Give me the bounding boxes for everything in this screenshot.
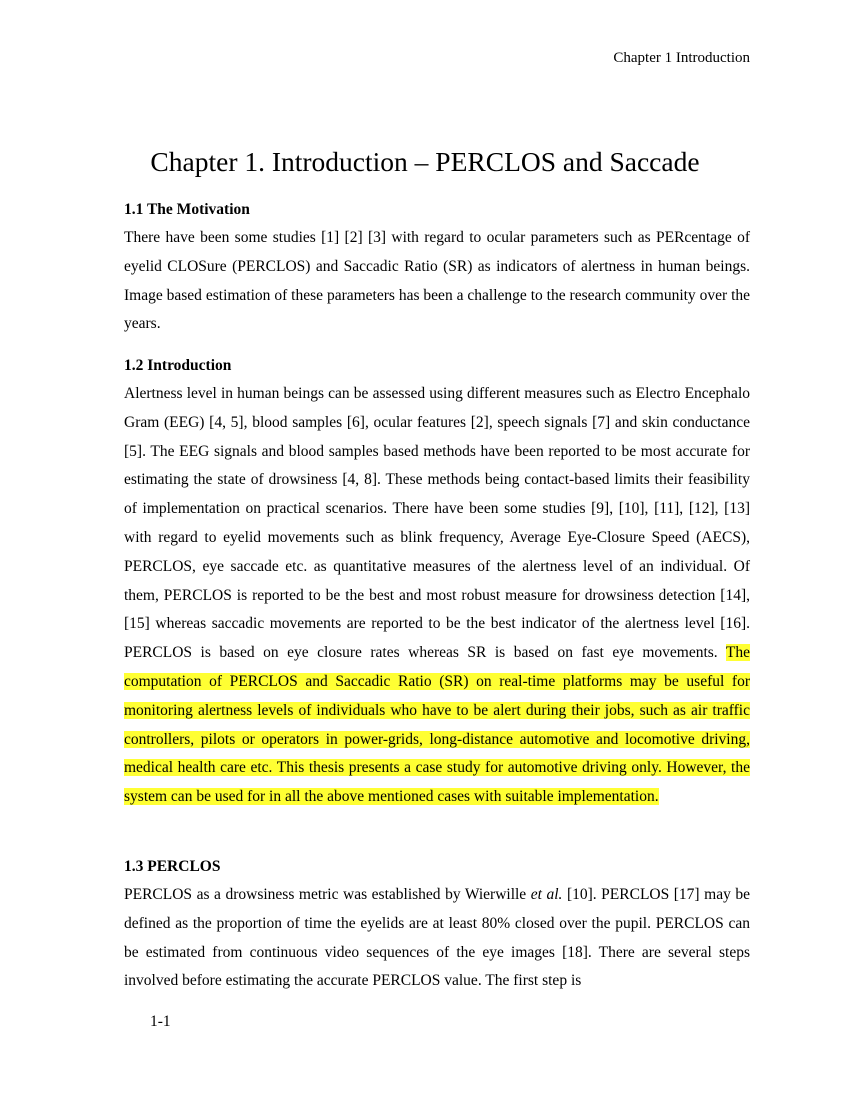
section-perclos: [124, 853, 750, 996]
perclos-paragraph: [124, 881, 750, 996]
perclos-text-before: PERCLOS as a drowsiness metric was established by Wierwille: [124, 886, 531, 903]
chapter-title: Chapter 1. Introduction – PERCLOS and Saccade: [150, 146, 700, 177]
section-heading-motivation: 1.1 The Motivation: [124, 201, 250, 218]
section-introduction: [124, 352, 750, 812]
page-number: 1-1: [150, 1013, 171, 1030]
introduction-paragraph: [124, 380, 750, 812]
perclos-text-after: [10]. PERCLOS [17] may be defined as the proportion of time the eyelids are at least 80% closed over the pupil. PERCLOS can be estimated from continuous video sequences of the eye images [18]. There are several steps involved before estimating the accurate PERCLOS value. The first step is: [124, 886, 750, 990]
section-heading-introduction: 1.2 Introduction: [124, 357, 232, 374]
highlighted-text: The computation of PERCLOS and Saccadic Ratio (SR) on real-time platforms may be useful for monitoring alertness levels of individuals who have to be alert during their jobs, such as air traffic controllers, pilots or operators in power-grids, long-distance automotive and locomotive driving, medical health care etc. This thesis presents a case study for automotive driving only. However, the system can be used for in all the above mentioned cases with suitable implementation.: [124, 644, 750, 806]
motivation-paragraph: There have been some studies [1] [2] [3] with regard to ocular parameters such as PERcentage of eyelid CLOSure (PERCLOS) and Saccadic Ratio (SR) as indicators of alertness in human beings. Image based estimation of these parameters has been a challenge to the research community over the years.: [124, 229, 750, 333]
introduction-text: Alertness level in human beings can be assessed using different measures such as Electro Encephalo Gram (EEG) [4, 5], blood samples [6], ocular features [2], speech signals [7] and skin conductance [5]. The EEG signals and blood samples based methods have been reported to be most accurate for estimating the state of drowsiness [4, 8]. These methods being contact-based limits their feasibility of implementation on practical scenarios. There have been some studies [9], [10], [11], [12], [13] with regard to eyelid movements such as blink frequency, Average Eye-Closure Speed (AECS), PERCLOS, eye saccade etc. as quantitative measures of the alertness level of an individual. Of them, PERCLOS is reported to be the best and most robust measure for drowsiness detection [14], [15] whereas saccadic movements are reported to be the best indicator of the alertness level [16]. PERCLOS is based on eye closure rates whereas SR is based on fast eye movements.: [124, 385, 750, 662]
perclos-text-italic: et al.: [530, 886, 563, 903]
running-head: Chapter 1 Introduction: [613, 50, 750, 66]
section-motivation: [124, 196, 750, 339]
section-heading-perclos: 1.3 PERCLOS: [124, 858, 221, 875]
